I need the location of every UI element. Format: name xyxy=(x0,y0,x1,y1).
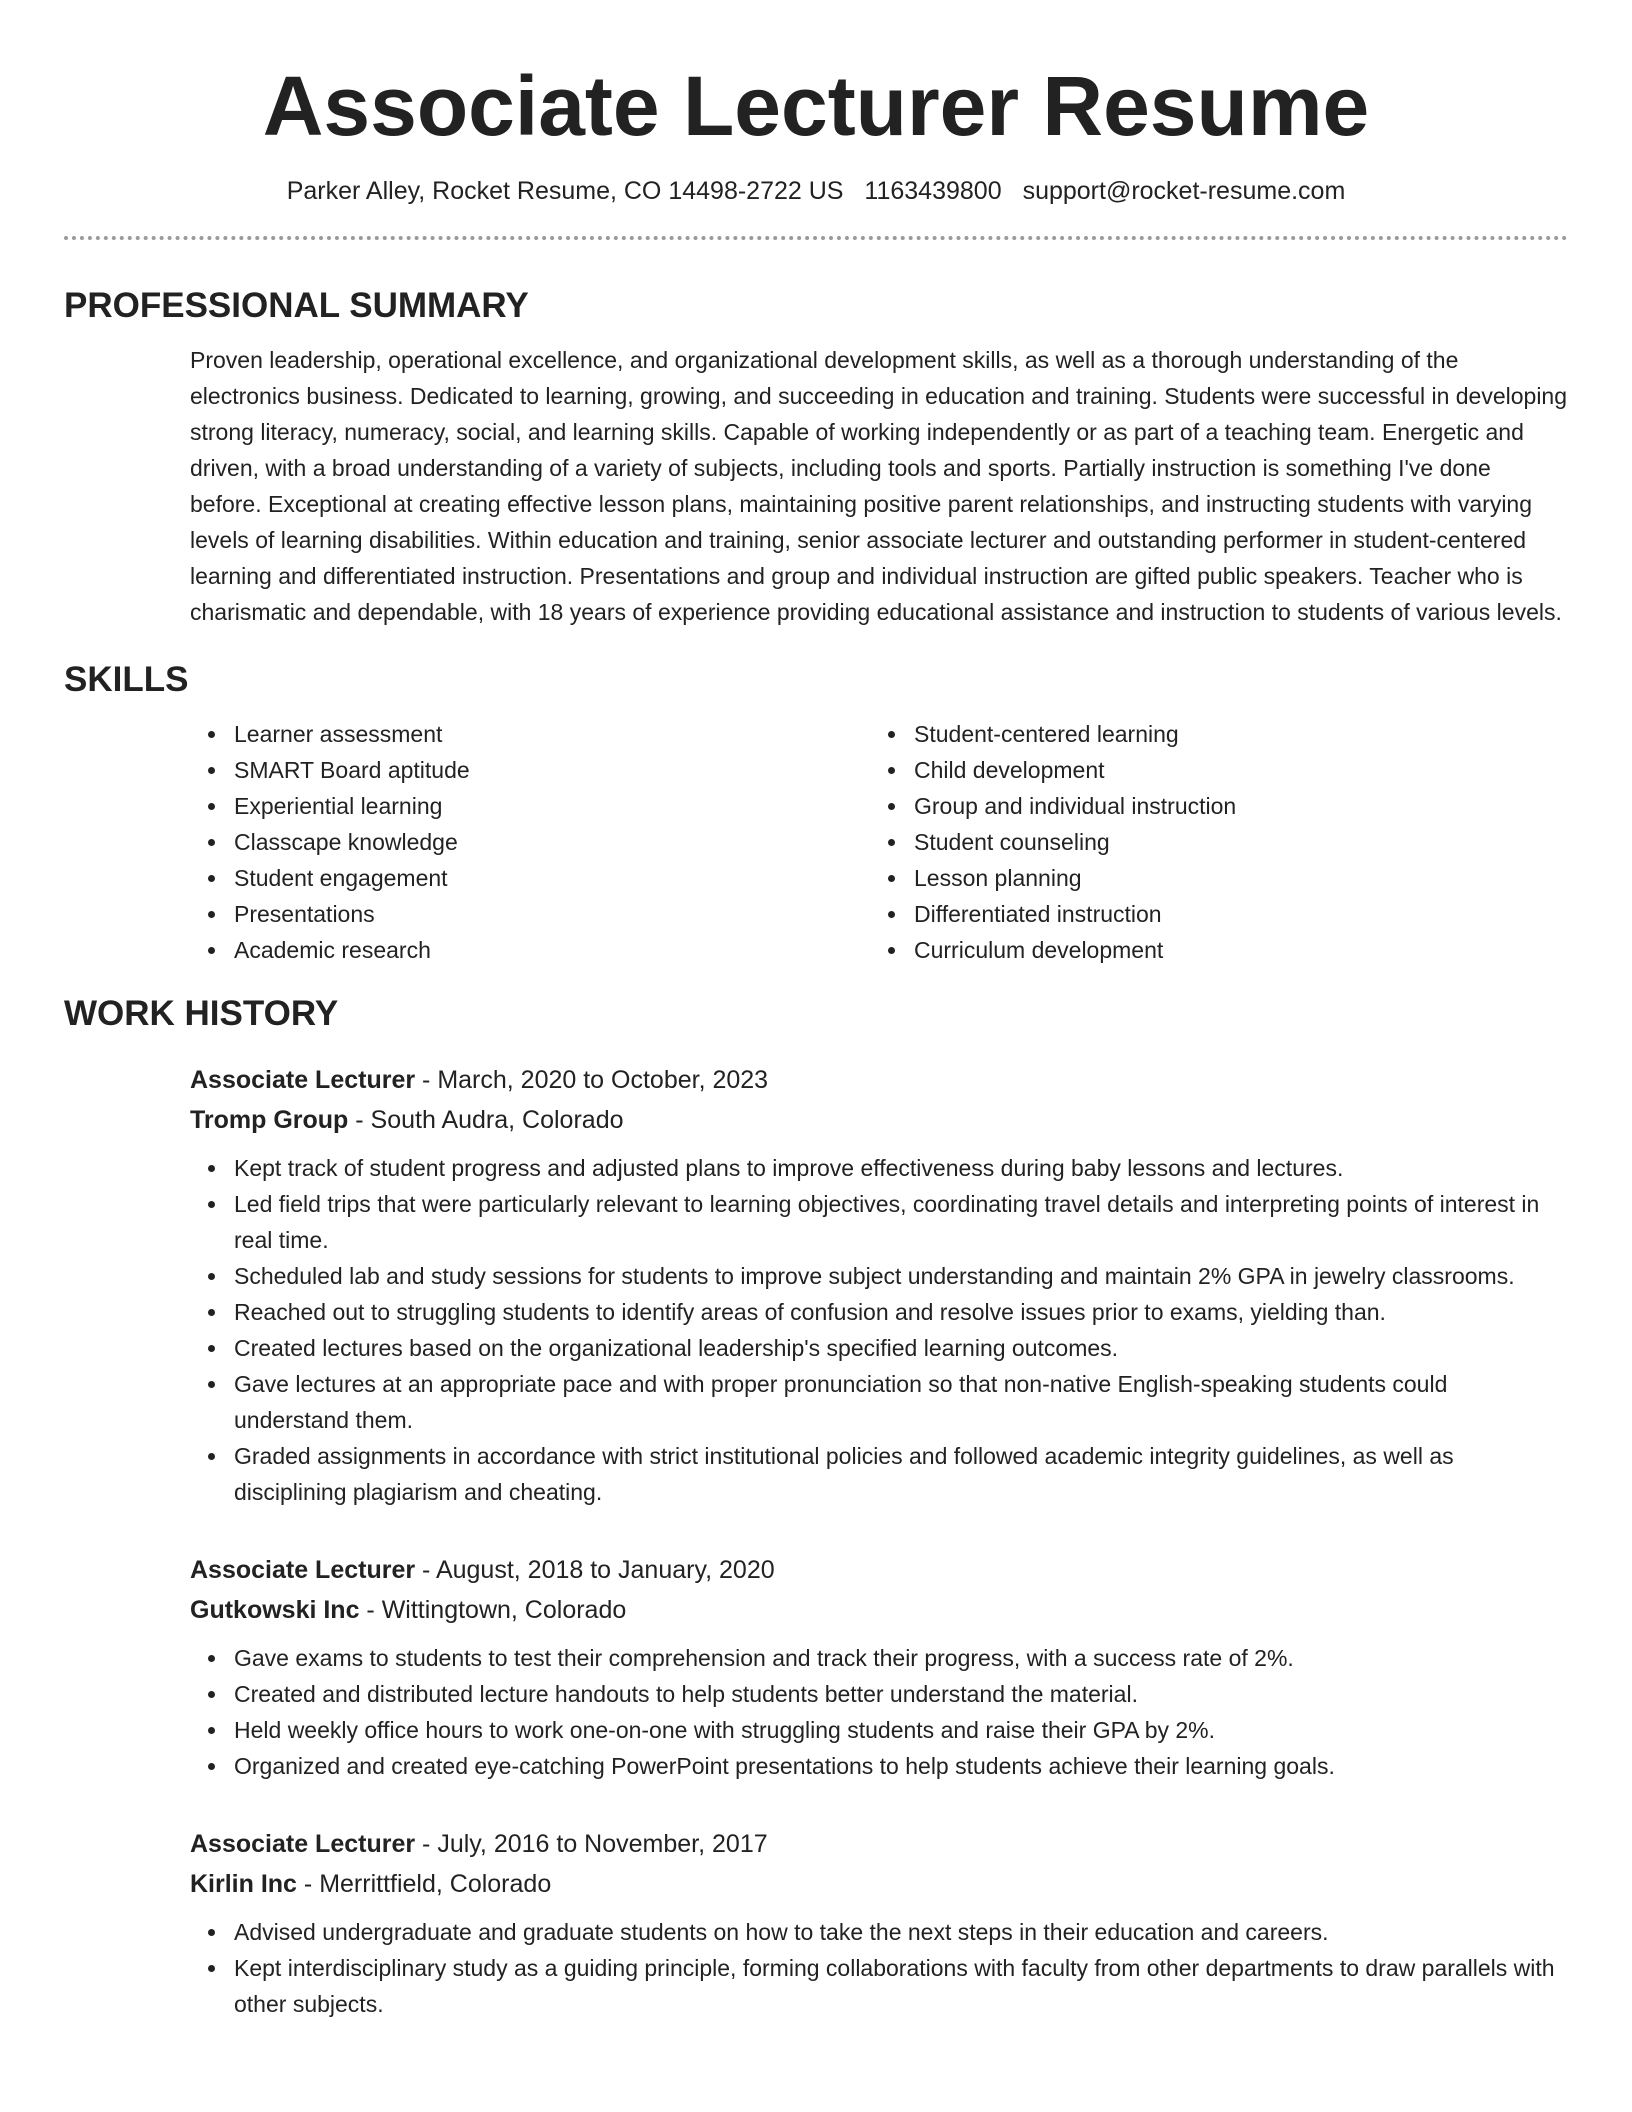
section-title-summary: PROFESSIONAL SUMMARY xyxy=(64,286,529,325)
duty-item: Organized and created eye-catching PowerPoint presentations to help students achieve their learning goals. xyxy=(234,1748,1568,1784)
skill-item: Curriculum development xyxy=(914,932,1550,968)
job-company-line: Gutkowski Inc - Wittingtown, Colorado xyxy=(190,1596,627,1624)
skill-item: Student engagement xyxy=(234,860,870,896)
job-title: Associate Lecturer xyxy=(190,1830,416,1858)
job-company-line: Kirlin Inc - Merrittfield, Colorado xyxy=(190,1870,552,1898)
skill-item: Child development xyxy=(914,752,1550,788)
skill-item: Academic research xyxy=(234,932,870,968)
duty-item: Held weekly office hours to work one-on-one with struggling students and raise their GPA by 2%. xyxy=(234,1712,1568,1748)
skill-item: Student-centered learning xyxy=(914,716,1550,752)
job-duties xyxy=(190,1640,1568,1784)
job-dates: August, 2018 to January, 2020 xyxy=(435,1556,775,1584)
job-title-line: Associate Lecturer - March, 2020 to October, 2023 xyxy=(190,1066,769,1094)
job-company: Tromp Group xyxy=(190,1106,349,1134)
duty-item: Created and distributed lecture handouts to help students better understand the material. xyxy=(234,1676,1568,1712)
duty-item: Scheduled lab and study sessions for students to improve subject understanding and maintain 2% GPA in jewelry classrooms. xyxy=(234,1258,1568,1294)
skills-column-left xyxy=(190,716,870,968)
job-title: Associate Lecturer xyxy=(190,1066,416,1094)
job-title: Associate Lecturer xyxy=(190,1556,416,1584)
skill-item: Learner assessment xyxy=(234,716,870,752)
skill-item: Experiential learning xyxy=(234,788,870,824)
job-company: Gutkowski Inc xyxy=(190,1596,360,1624)
skill-item: SMART Board aptitude xyxy=(234,752,870,788)
resume-page xyxy=(64,0,1568,2022)
duty-item: Created lectures based on the organizational leadership's specified learning outcomes. xyxy=(234,1330,1568,1366)
duty-item: Gave exams to students to test their comprehension and track their progress, with a success rate of 2%. xyxy=(234,1640,1568,1676)
job-location: Wittingtown, Colorado xyxy=(381,1596,627,1624)
skills-column-right xyxy=(870,716,1550,968)
duty-item: Reached out to struggling students to identify areas of confusion and resolve issues prior to exams, yielding than. xyxy=(234,1294,1568,1330)
resume-title: Associate Lecturer Resume xyxy=(262,59,1370,153)
job-entry xyxy=(190,1060,1568,1510)
job-company: Kirlin Inc xyxy=(190,1870,297,1898)
duty-item: Advised undergraduate and graduate students on how to take the next steps in their education and careers. xyxy=(234,1914,1568,1950)
contact-line xyxy=(64,174,1568,208)
skill-item: Group and individual instruction xyxy=(914,788,1550,824)
contact-phone: 1163439800 xyxy=(864,177,1002,205)
job-location: South Audra, Colorado xyxy=(370,1106,624,1134)
duty-item: Kept interdisciplinary study as a guiding principle, forming collaborations with faculty from other departments to draw parallels with other subjects. xyxy=(234,1950,1568,2022)
section-title-skills: SKILLS xyxy=(64,660,189,699)
skills-list xyxy=(190,716,1568,968)
job-dates: July, 2016 to November, 2017 xyxy=(437,1830,768,1858)
duty-item: Kept track of student progress and adjusted plans to improve effectiveness during baby lessons and lectures. xyxy=(234,1150,1568,1186)
skill-item: Lesson planning xyxy=(914,860,1550,896)
skill-item: Student counseling xyxy=(914,824,1550,860)
job-duties xyxy=(190,1914,1568,2022)
skill-item: Presentations xyxy=(234,896,870,932)
duty-item: Gave lectures at an appropriate pace and with proper pronunciation so that non-native English-speaking students could understand them. xyxy=(234,1366,1568,1438)
header-divider xyxy=(64,236,1568,240)
job-location: Merrittfield, Colorado xyxy=(319,1870,552,1898)
skill-item: Classcape knowledge xyxy=(234,824,870,860)
job-dates: March, 2020 to October, 2023 xyxy=(437,1066,769,1094)
contact-email: support@rocket-resume.com xyxy=(1022,177,1346,205)
job-title-line: Associate Lecturer - July, 2016 to November, 2017 xyxy=(190,1830,768,1858)
job-title-line: Associate Lecturer - August, 2018 to January, 2020 xyxy=(190,1556,775,1584)
section-title-work-history: WORK HISTORY xyxy=(64,994,339,1033)
contact-address: Parker Alley, Rocket Resume, CO 14498-2722 US xyxy=(286,177,844,205)
duty-item: Led field trips that were particularly relevant to learning objectives, coordinating travel details and interpreting points of interest in real time. xyxy=(234,1186,1568,1258)
job-duties xyxy=(190,1150,1568,1510)
duty-item: Graded assignments in accordance with strict institutional policies and followed academic integrity guidelines, as well as disciplining plagiarism and cheating. xyxy=(234,1438,1568,1510)
job-company-line: Tromp Group - South Audra, Colorado xyxy=(190,1106,624,1134)
summary-text: Proven leadership, operational excellence, and organizational development skills, as well as a thorough understanding of the electronics business. Dedicated to learning, growing, and succeeding in education and training. Students were successful in developing strong literacy, numeracy, social, and learning skills. Capable of working independently or as part of a teaching team. Energetic and driven, with a broad understanding of a variety of subjects, including tools and sports. Partially instruction is something I've done before. Exceptional at creating effective lesson plans, maintaining positive parent relationships, and instructing students with varying levels of learning disabilities. Within education and training, senior associate lecturer and outstanding performer in student-centered learning and differentiated instruction. Presentations and group and individual instruction are gifted public speakers. Teacher who is charismatic and dependable, with 18 years of experience providing educational assistance and instruction to students of various levels. xyxy=(190,347,1568,625)
skill-item: Differentiated instruction xyxy=(914,896,1550,932)
job-entry xyxy=(190,1550,1568,1784)
job-entry xyxy=(190,1824,1568,2022)
